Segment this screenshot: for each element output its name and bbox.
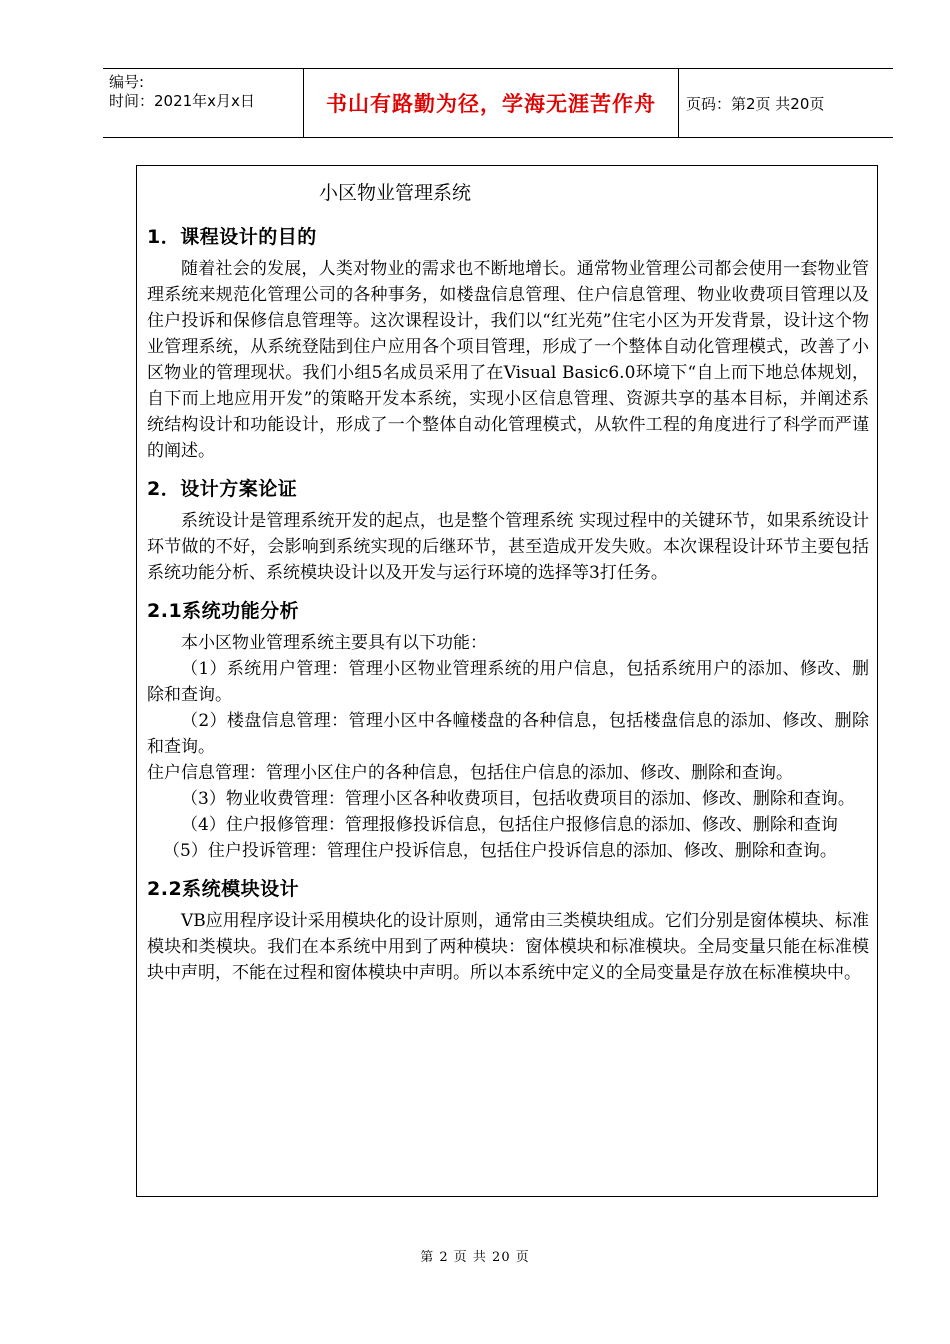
header-left-cell [103,69,303,137]
paragraph: 住户信息管理：管理小区住户的各种信息，包括住户信息的添加、修改、删除和查询。 [147,763,793,783]
content-box [136,165,878,1197]
header-table [103,68,893,138]
header-motto-cell [303,69,679,137]
paragraph: （1）系统用户管理：管理小区物业管理系统的用户信息，包括系统用户的添加、修改、删除和查询。 [147,659,869,705]
paragraph: 系统设计是管理系统开发的起点，也是整个管理系统 实现过程中的关键环节，如果系统设计环节做的不好，会影响到系统实现的后继环节，甚至造成开发失败。本次课程设计环节主要包括系统功能分析、系统模块设计以及开发与运行环境的选择等3打任务。 [147,511,869,583]
motto: 书山有路勤为径，学海无涯苦作舟 [326,92,656,116]
document-title: 小区物业管理系统 [319,182,472,204]
header-page-cell [678,69,892,137]
section-heading: 1．课程设计的目的 [147,226,317,248]
section-heading: 2．设计方案论证 [147,478,298,500]
time-label: 时间：2021年x月x日 [109,92,255,110]
page-label: 页码：第2页 共20页 [686,94,825,113]
paragraph: （5）住户投诉管理：管理住户投诉信息，包括住户投诉信息的添加、修改、删除和查询。 [163,841,837,861]
paragraph: 本小区物业管理系统主要具有以下功能： [181,633,487,653]
paragraph: （3）物业收费管理：管理小区各种收费项目，包括收费项目的添加、修改、删除和查询。 [181,789,855,809]
document-body [147,180,869,986]
page-footer: 第 2 页 共 20 页 [420,1250,530,1265]
section-heading: 2.2系统模块设计 [147,878,300,900]
section-heading: 2.1系统功能分析 [147,600,300,622]
paragraph: VB应用程序设计采用模块化的设计原则，通常由三类模块组成。它们分别是窗体模块、标准模块和类模块。我们在本系统中用到了两种模块：窗体模块和标准模块。全局变量只能在标准模块中声明，不能在过程和窗体模块中声明。所以本系统中定义的全局变量是存放在标准模块中。 [147,911,869,983]
number-label: 编号: [109,73,145,91]
paragraph: （2）楼盘信息管理：管理小区中各幢楼盘的各种信息，包括楼盘信息的添加、修改、删除和查询。 [147,711,869,757]
paragraph: （4）住户报修管理：管理报修投诉信息，包括住户报修信息的添加、修改、删除和查询 [181,815,838,835]
paragraph: 随着社会的发展，人类对物业的需求也不断地增长。通常物业管理公司都会使用一套物业管理系统来规范化管理公司的各种事务，如楼盘信息管理、住户信息管理、物业收费项目管理以及住户投诉和保修信息管理等。这次课程设计，我们以“红光苑”住宅小区为开发背景，设计这个物业管理系统，从系统登陆到住户应用各个项目管理，形成了一个整体自动化管理模式，改善了小区物业的管理现状。我们小组5名成员采用了在Visual Basic6.0环境下“自上而下地总体规划，自下而上地应用开发”的策略开发本系统，实现小区信息管理、资源共享的基本目标，并阐述系统结构设计和功能设计，形成了一个整体自动化管理模式，从软件工程的角度进行了科学而严谨的阐述。 [147,259,869,461]
